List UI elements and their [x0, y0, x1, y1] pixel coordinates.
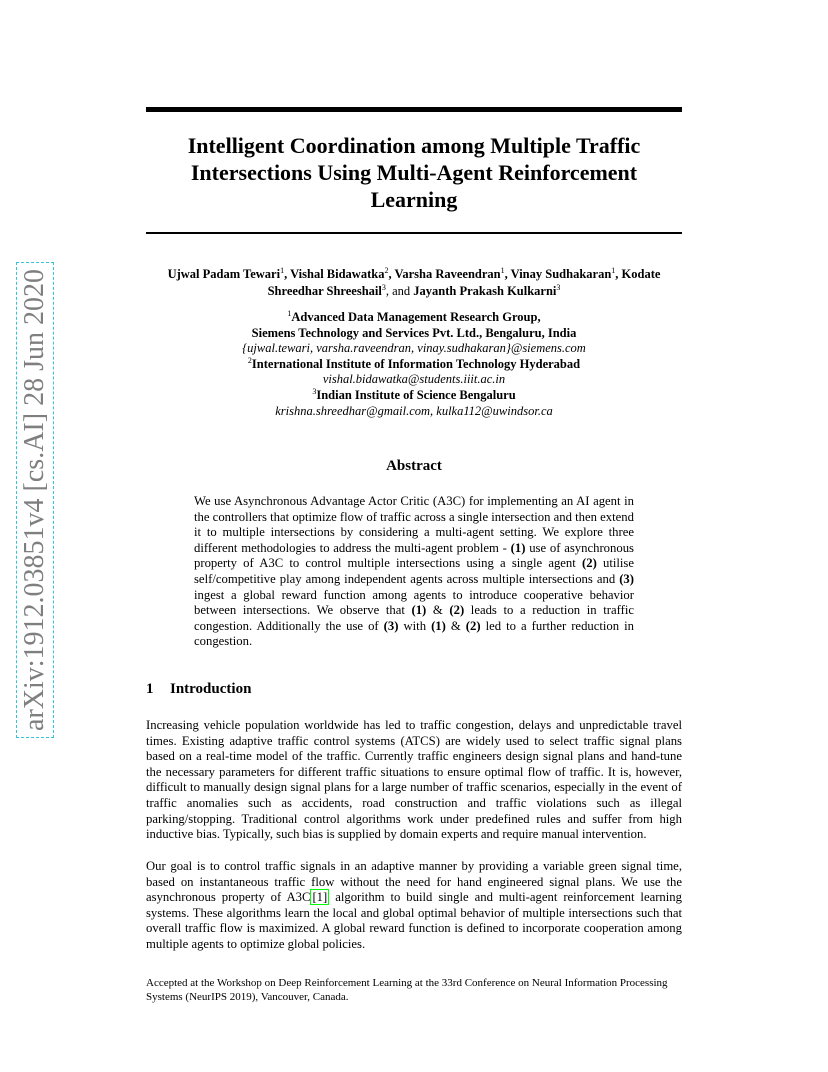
author-list — [146, 266, 682, 300]
affiliation-3-name: $^3$Indian Institute of Science Bengaluru — [312, 386, 516, 402]
author-name: , Vishal Bidawatka — [284, 267, 385, 281]
arxiv-identifier-stamp[interactable]: arXiv:1912.03851v4 [cs.AI] 28 Jun 2020 — [16, 262, 54, 738]
affiliation-marker: 1 — [280, 265, 285, 275]
affiliation-3-email[interactable]: krishna.shreedhar@gmail.com, kulka112@uwindsor.ca — [275, 403, 553, 418]
affiliation-marker: 3 — [381, 282, 386, 292]
author-conjunction: , and — [385, 284, 414, 298]
section-number: 1 — [146, 681, 154, 697]
abstract-heading: Abstract — [386, 458, 442, 474]
affiliation-2-email[interactable]: vishal.bidawatka@students.iiit.ac.in — [322, 372, 506, 387]
affiliation-marker: 1 — [500, 265, 505, 275]
intro-paragraph-2: Our goal is to control traffic signals in an adaptive manner by providing a variable green signal time, based on instantaneous traffic flow without the need for hand engineered signal plans. We use the asynchronous property of A3C [1] algorithm to build single and multi-agent reinforcement learning systems. These algorithms learn the local and global optimal behavior of multiple intersections such that overall traffic flow is maximized. A global reward function is defined to incorporate cooperation among multiple agents to optimize global policies. — [146, 859, 682, 951]
footnote: Accepted at the Workshop on Deep Reinforcement Learning at the 33rd Conference on Neural Information Processing Systems (NeurIPS 2019), Vancouver, Canada. — [146, 977, 668, 1003]
affiliation-marker: 1 — [611, 265, 616, 275]
affiliation-2-name: $^2$International Institute of Information Technology Hyderabad — [247, 355, 581, 371]
section-title: Introduction — [170, 681, 252, 697]
author-name: , Kodate Shreedhar Shreeshail — [267, 267, 661, 298]
author-name: Ujwal Padam Tewari — [167, 267, 281, 281]
affiliation-marker: 2 — [247, 355, 252, 365]
author-name: , Varsha Raveendran — [388, 267, 501, 281]
paper-title: Intelligent Coordination among Multiple Traffic Intersections Using Multi-Agent Reinforcement Learning — [187, 133, 641, 212]
title-top-rule — [146, 107, 682, 112]
affiliation-1-line-2: Siemens Technology and Services Pvt. Ltd., Bengaluru, India — [251, 325, 577, 340]
section-heading-introduction — [146, 681, 251, 698]
affiliation-marker: 2 — [384, 265, 389, 275]
author-name: Jayanth Prakash Kulkarni — [413, 284, 557, 298]
intro-paragraph-1: Increasing vehicle population worldwide has led to traffic congestion, delays and unpredictable travel times. Existing adaptive traffic control systems (ATCS) are widely used to select traffic signal plans based on a real-time model of the traffic. Currently traffic engineers design signal plans and hand-tune the necessary parameters for different traffic situations to ensure optimal flow of traffic. It is, however, difficult to manually design signal plans for a large number of traffic scenarios, especially in the event of traffic anomalies such as accidents, road construction and traffic violations such as illegal parking/stopping. Traditional control algorithms work under predefined rules and suffer from high inductive bias. Typically, such bias is supplied by domain experts and require manual intervention. — [146, 718, 682, 842]
affiliation-marker: 1 — [287, 308, 292, 318]
affiliation-1-email[interactable]: {ujwal.tewari, varsha.raveendran, vinay.sudhakaran}@siemens.com — [242, 341, 586, 356]
title-bottom-rule — [146, 232, 682, 234]
affiliation-marker: 3 — [312, 386, 317, 396]
citation-link[interactable]: [1] — [312, 890, 328, 905]
affiliations — [146, 310, 682, 419]
author-name: , Vinay Sudhakaran — [504, 267, 612, 281]
affiliation-marker: 3 — [556, 282, 561, 292]
affiliation-1-line-1: $^1$Advanced Data Management Research Group, — [287, 308, 541, 324]
abstract-body: We use Asynchronous Advantage Actor Critic (A3C) for implementing an AI agent in the controllers that optimize flow of traffic across a single intersection and then extend it to multiple intersections by considering a multi-agent setting. We explore three different methodologies to address the multi-agent problem - (1) use of asynchronous property of A3C to control multiple intersections using a single agent (2) utilise self/competitive play among independent agents across multiple intersections and (3) ingest a global reward function among agents to introduce cooperative behavior between intersections. We observe that (1) & (2) leads to a reduction in traffic congestion. Additionally the use of (3) with (1) & (2) led to a further reduction in congestion. — [194, 494, 635, 649]
